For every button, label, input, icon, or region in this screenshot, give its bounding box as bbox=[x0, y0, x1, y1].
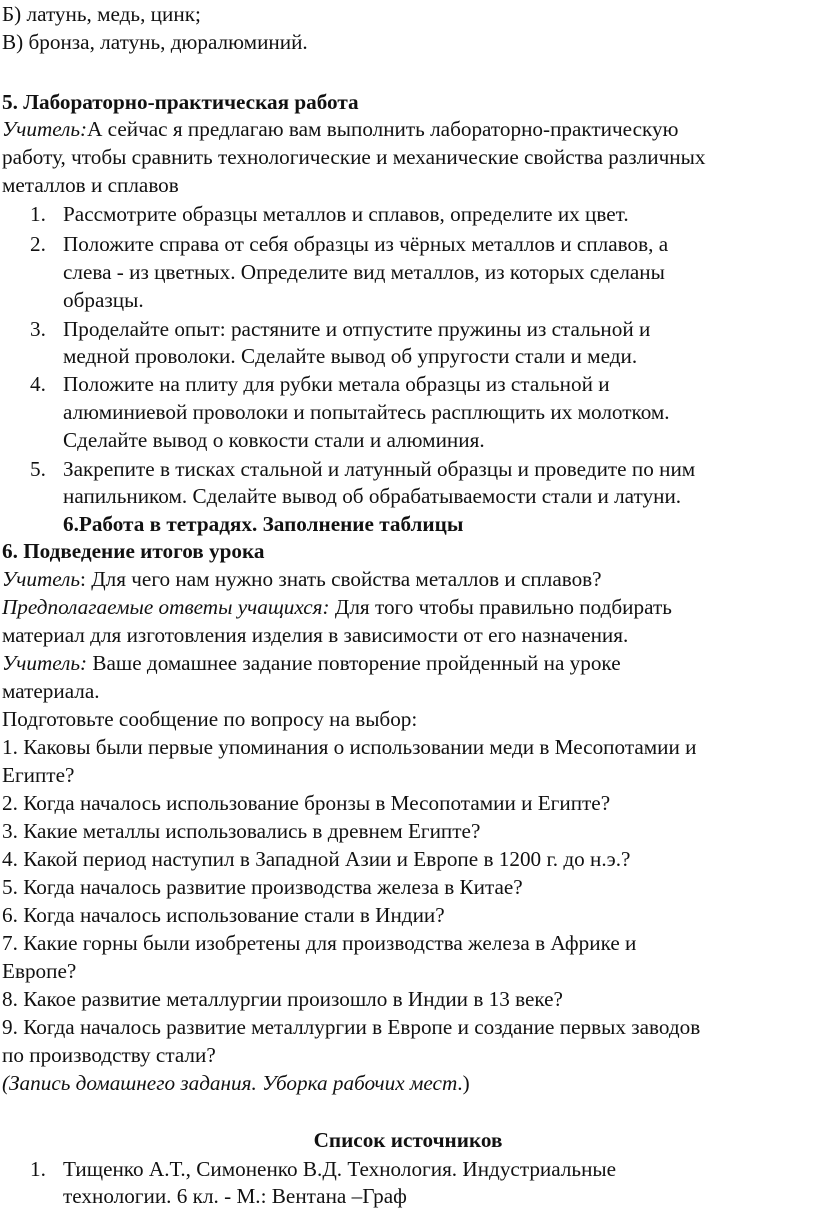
teacher-label: Учитель: bbox=[2, 117, 88, 141]
list-number: 4. bbox=[30, 372, 46, 396]
expected-answers-line-1 bbox=[2, 593, 672, 621]
list-item-line: медной проволоки. Сделайте вывод об упругости стали и меди. bbox=[63, 344, 638, 368]
homework-text: Ваше домашнее задание повторение пройденный на уроке bbox=[87, 651, 621, 675]
section-6-heading: 6. Подведение итогов урока bbox=[2, 539, 265, 563]
list-number: 2. bbox=[30, 232, 46, 256]
section-5-intro-line-1 bbox=[2, 115, 678, 143]
question-line: Европе? bbox=[2, 959, 77, 983]
section-5-intro-line-3: металлов и сплавов bbox=[2, 173, 179, 197]
list-item-line: слева - из цветных. Определите вид металлов, из которых сделаны bbox=[63, 260, 665, 284]
intro-text: А сейчас я предлагаю вам выполнить лабораторно-практическую bbox=[87, 117, 679, 141]
list-item-line: Положите на плиту для рубки метала образцы из стальной и bbox=[63, 372, 610, 396]
section-5-heading: 5. Лабораторно-практическая работа bbox=[2, 90, 359, 114]
teacher-label: Учитель: bbox=[2, 651, 88, 675]
list-item-line: алюминиевой проволоки и попытайтесь расплющить их молотком. bbox=[63, 400, 670, 424]
list-item-line: Рассмотрите образцы металлов и сплавов, определите их цвет. bbox=[63, 202, 629, 226]
teacher-label: Учитель bbox=[2, 567, 81, 591]
question-line: Египте? bbox=[2, 763, 75, 787]
prepare-message-line: Подготовьте сообщение по вопросу на выбор: bbox=[2, 707, 418, 731]
list-item-line: образцы. bbox=[63, 288, 144, 312]
source-line: технологии. 6 кл. - М.: Вентана –Граф bbox=[63, 1184, 407, 1208]
closing-note-end: .) bbox=[457, 1071, 470, 1095]
section-5-intro-line-2: работу, чтобы сравнить технологические и механические свойства различных bbox=[2, 145, 706, 169]
question-line: по производству стали? bbox=[2, 1043, 216, 1067]
question-line: 3. Какие металлы использовались в древнем Египте? bbox=[2, 819, 481, 843]
list-item-line: напильником. Сделайте вывод об обрабатываемости стали и латуни. bbox=[63, 484, 682, 508]
list-item-line: Положите справа от себя образцы из чёрных металлов и сплавов, а bbox=[63, 232, 669, 256]
closing-note-italic: (Запись домашнего задания. Уборка рабочих мест bbox=[2, 1071, 458, 1095]
list-number: 1. bbox=[30, 1157, 46, 1181]
question-text: : Для чего нам нужно знать свойства металлов и сплавов? bbox=[80, 567, 602, 591]
question-line: 6. Когда началось использование стали в Индии? bbox=[2, 903, 445, 927]
question-line: 1. Каковы были первые упоминания о использовании меди в Месопотамии и bbox=[2, 735, 697, 759]
question-line: 4. Какой период наступил в Западной Азии и Европе в 1200 г. до н.э.? bbox=[2, 847, 631, 871]
closing-note bbox=[2, 1069, 470, 1097]
question-line: 5. Когда началось развитие производства железа в Китае? bbox=[2, 875, 523, 899]
source-line: Тищенко А.Т., Симоненко В.Д. Технология. Индустриальные bbox=[63, 1157, 617, 1181]
list-item-line: Сделайте вывод о ковкости стали и алюминия. bbox=[63, 428, 485, 452]
answer-text: Для того чтобы правильно подбирать bbox=[329, 595, 672, 619]
question-line: 7. Какие горны были изобретены для производства железа в Африке и bbox=[2, 931, 637, 955]
sources-heading: Список источников bbox=[313, 1128, 503, 1152]
list-number: 3. bbox=[30, 317, 46, 341]
list-item-line: Закрепите в тисках стальной и латунный образцы и проведите по ним bbox=[63, 457, 696, 481]
question-line: 9. Когда началось развитие металлургии в Европе и создание первых заводов bbox=[2, 1015, 701, 1039]
list-number: 1. bbox=[30, 202, 46, 226]
answer-option-b: Б) латунь, медь, цинк; bbox=[2, 2, 201, 26]
expected-answers-line-2: материал для изготовления изделия в зависимости от его назначения. bbox=[2, 623, 629, 647]
list-number: 5. bbox=[30, 457, 46, 481]
question-line: 2. Когда началось использование бронзы в Месопотамии и Египте? bbox=[2, 791, 611, 815]
list-item-line: Проделайте опыт: растяните и отпустите пружины из стальной и bbox=[63, 317, 651, 341]
teacher-question-line bbox=[2, 565, 602, 593]
question-line: 8. Какое развитие металлургии произошло в Индии в 13 веке? bbox=[2, 987, 563, 1011]
notebook-work-heading: 6.Работа в тетрадях. Заполнение таблицы bbox=[63, 512, 464, 536]
homework-line-1 bbox=[2, 649, 621, 677]
expected-answers-label: Предполагаемые ответы учащихся: bbox=[2, 595, 330, 619]
answer-option-v: В) бронза, латунь, дюралюминий. bbox=[2, 30, 308, 54]
homework-line-2: материала. bbox=[2, 679, 100, 703]
